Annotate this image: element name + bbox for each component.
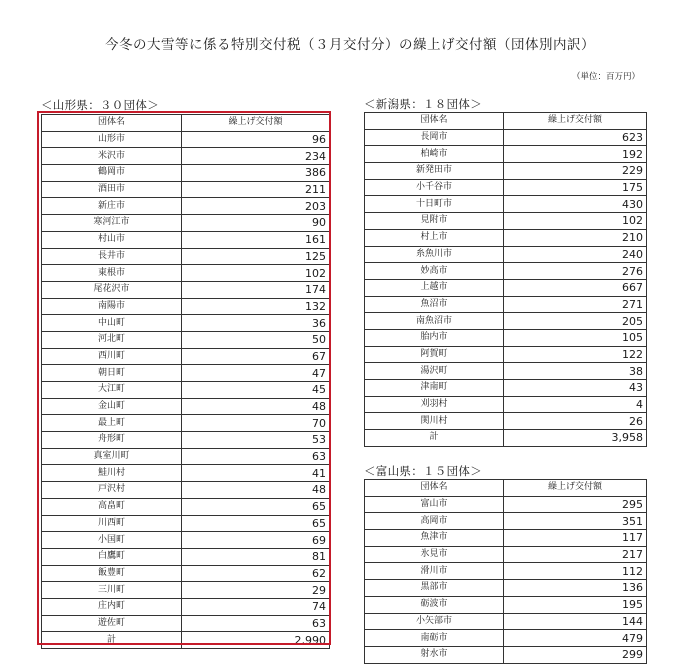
allocation-amount: 50 xyxy=(182,331,330,348)
municipality-name: 射水市 xyxy=(365,646,504,663)
allocation-amount: 132 xyxy=(182,298,330,315)
allocation-amount: 430 xyxy=(504,196,647,213)
allocation-amount: 351 xyxy=(504,513,647,530)
municipality-name: 飯豊町 xyxy=(42,565,182,582)
table-row xyxy=(365,396,647,413)
allocation-amount: 63 xyxy=(182,448,330,465)
table-row xyxy=(42,582,330,599)
municipality-name: 魚津市 xyxy=(365,530,504,547)
table-row xyxy=(42,382,330,399)
municipality-name: 大江町 xyxy=(42,382,182,399)
municipality-name: 寒河江市 xyxy=(42,215,182,232)
municipality-name: 金山町 xyxy=(42,398,182,415)
municipality-name: 遊佐町 xyxy=(42,615,182,632)
municipality-name: 尾花沢市 xyxy=(42,281,182,298)
municipality-name: 十日町市 xyxy=(365,196,504,213)
municipality-name: 妙高市 xyxy=(365,263,504,280)
municipality-name: 小矢部市 xyxy=(365,613,504,630)
municipality-name: 魚沼市 xyxy=(365,296,504,313)
allocation-amount: 667 xyxy=(504,279,647,296)
municipality-name: 白鷹町 xyxy=(42,548,182,565)
table-row xyxy=(42,348,330,365)
table-row xyxy=(42,365,330,382)
table-row xyxy=(42,281,330,298)
municipality-name: 高畠町 xyxy=(42,498,182,515)
allocation-amount: 211 xyxy=(182,181,330,198)
allocation-amount: 62 xyxy=(182,565,330,582)
municipality-name: 舟形町 xyxy=(42,432,182,449)
allocation-amount: 161 xyxy=(182,231,330,248)
table-row xyxy=(365,196,647,213)
allocation-amount: 65 xyxy=(182,515,330,532)
allocation-amount: 47 xyxy=(182,365,330,382)
allocation-amount: 299 xyxy=(504,646,647,663)
allocation-amount: 136 xyxy=(504,580,647,597)
table-row xyxy=(365,613,647,630)
municipality-name: 戸沢村 xyxy=(42,482,182,499)
municipality-name: 南陽市 xyxy=(42,298,182,315)
municipality-name: 氷見市 xyxy=(365,546,504,563)
column-header-name: 団体名 xyxy=(42,115,182,132)
table-row xyxy=(42,315,330,332)
table-row xyxy=(42,331,330,348)
table-row xyxy=(365,163,647,180)
table-row xyxy=(365,313,647,330)
table-row xyxy=(42,398,330,415)
municipality-name: 柏崎市 xyxy=(365,146,504,163)
allocation-amount: 210 xyxy=(504,229,647,246)
table-row xyxy=(365,263,647,280)
niigata-section-label: ＜新潟県：１８団体＞ xyxy=(364,97,482,111)
municipality-name: 計 xyxy=(42,632,182,649)
table-row xyxy=(365,129,647,146)
allocation-amount: 53 xyxy=(182,432,330,449)
table-header-row xyxy=(365,480,647,497)
table-row xyxy=(365,630,647,647)
allocation-amount: 26 xyxy=(504,413,647,430)
municipality-name: 見附市 xyxy=(365,213,504,230)
toyama-table xyxy=(364,479,647,664)
allocation-amount: 69 xyxy=(182,532,330,549)
table-row xyxy=(42,615,330,632)
allocation-amount: 29 xyxy=(182,582,330,599)
page-title: 今冬の大雪等に係る特別交付税（３月交付分）の繰上げ交付額（団体別内訳） xyxy=(105,37,595,53)
allocation-amount: 271 xyxy=(504,296,647,313)
municipality-name: 最上町 xyxy=(42,415,182,432)
table-row xyxy=(42,198,330,215)
table-row xyxy=(365,563,647,580)
allocation-amount: 386 xyxy=(182,165,330,182)
allocation-amount: 195 xyxy=(504,596,647,613)
table-row xyxy=(42,465,330,482)
municipality-name: 川西町 xyxy=(42,515,182,532)
allocation-amount: 229 xyxy=(504,163,647,180)
table-header-row xyxy=(365,113,647,130)
municipality-name: 阿賀町 xyxy=(365,346,504,363)
allocation-amount: 3,958 xyxy=(504,430,647,447)
municipality-name: 河北町 xyxy=(42,331,182,348)
municipality-name: 新発田市 xyxy=(365,163,504,180)
allocation-amount: 48 xyxy=(182,398,330,415)
municipality-name: 朝日町 xyxy=(42,365,182,382)
allocation-amount: 122 xyxy=(504,346,647,363)
municipality-name: 酒田市 xyxy=(42,181,182,198)
table-row xyxy=(365,513,647,530)
municipality-name: 高岡市 xyxy=(365,513,504,530)
municipality-name: 東根市 xyxy=(42,265,182,282)
municipality-name: 刈羽村 xyxy=(365,396,504,413)
allocation-amount: 4 xyxy=(504,396,647,413)
allocation-amount: 203 xyxy=(182,198,330,215)
column-header-amount: 繰上げ交付額 xyxy=(504,480,647,497)
table-row xyxy=(365,279,647,296)
table-row xyxy=(42,482,330,499)
allocation-amount: 2,990 xyxy=(182,632,330,649)
allocation-amount: 81 xyxy=(182,548,330,565)
table-row xyxy=(365,546,647,563)
table-row xyxy=(365,146,647,163)
column-header-name: 団体名 xyxy=(365,113,504,130)
table-row xyxy=(365,580,647,597)
column-header-name: 団体名 xyxy=(365,480,504,497)
allocation-amount: 63 xyxy=(182,615,330,632)
allocation-amount: 217 xyxy=(504,546,647,563)
allocation-amount: 205 xyxy=(504,313,647,330)
allocation-amount: 102 xyxy=(182,265,330,282)
municipality-name: 計 xyxy=(365,430,504,447)
allocation-amount: 112 xyxy=(504,563,647,580)
municipality-name: 関川村 xyxy=(365,413,504,430)
table-total-row xyxy=(365,430,647,447)
municipality-name: 三川町 xyxy=(42,582,182,599)
table-row xyxy=(42,565,330,582)
allocation-amount: 102 xyxy=(504,213,647,230)
municipality-name: 鶴岡市 xyxy=(42,165,182,182)
municipality-name: 南魚沼市 xyxy=(365,313,504,330)
municipality-name: 鮭川村 xyxy=(42,465,182,482)
allocation-amount: 276 xyxy=(504,263,647,280)
municipality-name: 新庄市 xyxy=(42,198,182,215)
allocation-amount: 125 xyxy=(182,248,330,265)
allocation-amount: 175 xyxy=(504,179,647,196)
municipality-name: 南砺市 xyxy=(365,630,504,647)
unit-note: （単位：百万円） xyxy=(572,72,641,82)
table-row xyxy=(42,148,330,165)
allocation-amount: 90 xyxy=(182,215,330,232)
yamagata-section-label: ＜山形県：３０団体＞ xyxy=(41,98,159,112)
toyama-section-label: ＜富山県：１５団体＞ xyxy=(364,464,482,478)
table-row xyxy=(42,515,330,532)
table-row xyxy=(365,296,647,313)
municipality-name: 長井市 xyxy=(42,248,182,265)
municipality-name: 糸魚川市 xyxy=(365,246,504,263)
municipality-name: 庄内町 xyxy=(42,598,182,615)
municipality-name: 黒部市 xyxy=(365,580,504,597)
allocation-amount: 38 xyxy=(504,363,647,380)
table-row xyxy=(42,415,330,432)
municipality-name: 小千谷市 xyxy=(365,179,504,196)
table-row xyxy=(42,231,330,248)
column-header-amount: 繰上げ交付額 xyxy=(182,115,330,132)
municipality-name: 長岡市 xyxy=(365,129,504,146)
table-row xyxy=(42,448,330,465)
table-row xyxy=(42,432,330,449)
table-row xyxy=(365,329,647,346)
table-row xyxy=(42,165,330,182)
municipality-name: 津南町 xyxy=(365,380,504,397)
allocation-amount: 70 xyxy=(182,415,330,432)
table-row xyxy=(42,532,330,549)
table-row xyxy=(42,498,330,515)
allocation-amount: 117 xyxy=(504,530,647,547)
allocation-amount: 623 xyxy=(504,129,647,146)
table-row xyxy=(365,380,647,397)
municipality-name: 富山市 xyxy=(365,496,504,513)
table-row xyxy=(42,131,330,148)
table-row xyxy=(365,213,647,230)
table-row xyxy=(365,246,647,263)
allocation-amount: 105 xyxy=(504,329,647,346)
allocation-amount: 65 xyxy=(182,498,330,515)
allocation-amount: 41 xyxy=(182,465,330,482)
municipality-name: 湯沢町 xyxy=(365,363,504,380)
municipality-name: 西川町 xyxy=(42,348,182,365)
municipality-name: 砺波市 xyxy=(365,596,504,613)
municipality-name: 胎内市 xyxy=(365,329,504,346)
allocation-amount: 240 xyxy=(504,246,647,263)
table-row xyxy=(365,229,647,246)
allocation-amount: 295 xyxy=(504,496,647,513)
municipality-name: 小国町 xyxy=(42,532,182,549)
municipality-name: 村上市 xyxy=(365,229,504,246)
table-row xyxy=(365,496,647,513)
table-row xyxy=(365,530,647,547)
municipality-name: 上越市 xyxy=(365,279,504,296)
table-row xyxy=(42,598,330,615)
allocation-amount: 67 xyxy=(182,348,330,365)
allocation-amount: 174 xyxy=(182,281,330,298)
municipality-name: 滑川市 xyxy=(365,563,504,580)
allocation-amount: 144 xyxy=(504,613,647,630)
allocation-amount: 43 xyxy=(504,380,647,397)
municipality-name: 山形市 xyxy=(42,131,182,148)
table-row xyxy=(365,179,647,196)
municipality-name: 真室川町 xyxy=(42,448,182,465)
table-row xyxy=(365,413,647,430)
allocation-amount: 234 xyxy=(182,148,330,165)
table-row xyxy=(365,596,647,613)
municipality-name: 米沢市 xyxy=(42,148,182,165)
niigata-table xyxy=(364,112,647,447)
table-header-row xyxy=(42,115,330,132)
allocation-amount: 96 xyxy=(182,131,330,148)
allocation-amount: 36 xyxy=(182,315,330,332)
allocation-amount: 74 xyxy=(182,598,330,615)
table-row xyxy=(365,363,647,380)
table-row xyxy=(42,265,330,282)
table-total-row xyxy=(42,632,330,649)
allocation-amount: 48 xyxy=(182,482,330,499)
column-header-amount: 繰上げ交付額 xyxy=(504,113,647,130)
table-row xyxy=(42,298,330,315)
allocation-amount: 479 xyxy=(504,630,647,647)
municipality-name: 村山市 xyxy=(42,231,182,248)
table-row xyxy=(42,248,330,265)
allocation-amount: 45 xyxy=(182,382,330,399)
yamagata-table xyxy=(41,114,330,649)
table-row xyxy=(42,548,330,565)
allocation-amount: 192 xyxy=(504,146,647,163)
table-row xyxy=(365,346,647,363)
table-row xyxy=(42,181,330,198)
municipality-name: 中山町 xyxy=(42,315,182,332)
table-row xyxy=(42,215,330,232)
